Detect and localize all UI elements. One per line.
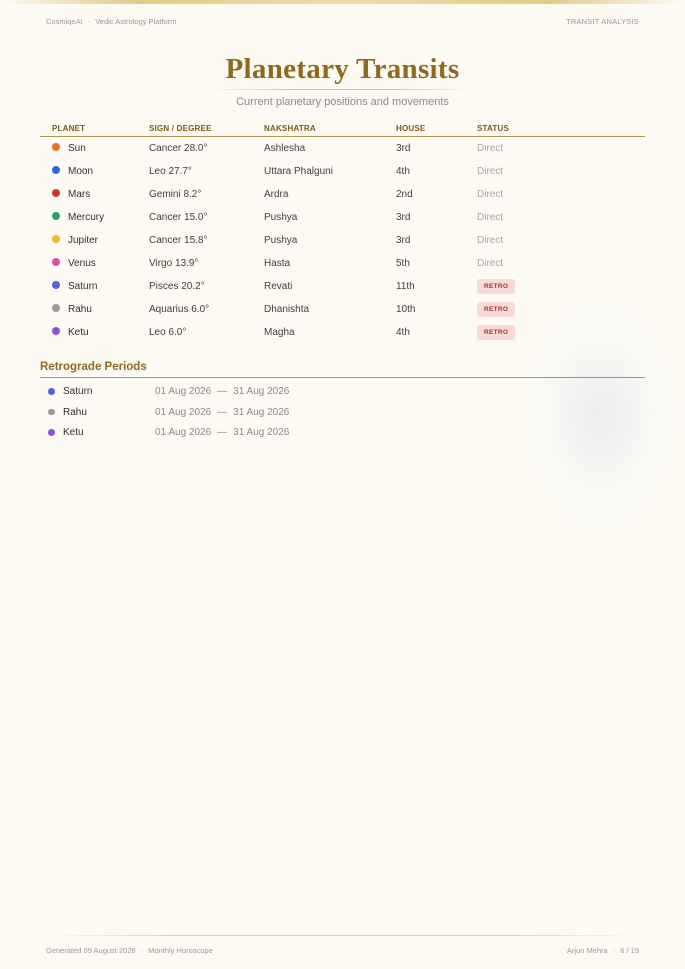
retrograde-date-range [155, 386, 289, 397]
house-cell: 5th [396, 258, 410, 269]
column-header-house: HOUSE [396, 119, 477, 137]
status-cell [477, 275, 645, 298]
retrograde-start-date: 01 Aug 2026 [155, 427, 212, 438]
planet-cell [40, 137, 149, 161]
retrograde-end-date: 31 Aug 2026 [233, 386, 290, 397]
table-row [40, 160, 645, 183]
table-row [40, 206, 645, 229]
nakshatra-cell: Magha [264, 327, 295, 338]
retrograde-planet-name: Rahu [63, 406, 87, 418]
planet-name: Jupiter [68, 235, 99, 246]
table-row [40, 321, 645, 344]
planet-color-dot-icon [52, 258, 60, 266]
planet-color-dot-icon [52, 143, 60, 151]
retrograde-item [40, 402, 645, 423]
planet-cell [40, 160, 149, 183]
planet-name: Venus [68, 258, 96, 269]
planet-name: Mercury [68, 212, 105, 223]
status-cell [477, 252, 645, 275]
house-cell: 4th [396, 166, 410, 177]
retrograde-section-rule [40, 377, 645, 378]
house-cell: 3rd [396, 143, 411, 154]
report-type: Monthly Horoscope [148, 946, 213, 955]
retrograde-end-date: 31 Aug 2026 [233, 406, 290, 418]
retro-badge: RETRO [477, 325, 515, 340]
client-name: Arjun Mehra [566, 946, 608, 955]
status-direct-text: Direct [477, 189, 504, 200]
planet-name: Saturn [68, 281, 98, 292]
nakshatra-cell: Pushya [264, 212, 298, 223]
platform-name: Vedic Astrology Platform [95, 17, 177, 26]
footer-separator-2: · [612, 946, 616, 955]
retrograde-end-date: 31 Aug 2026 [233, 427, 290, 438]
retrograde-planet-name: Saturn [63, 386, 93, 397]
title-underline [212, 89, 473, 90]
nakshatra-cell: Uttara Phalguni [264, 166, 333, 177]
nakshatra-cell: Hasta [264, 258, 291, 269]
footer-left [46, 946, 213, 955]
generated-date: Generated 09 August 2026 [46, 946, 136, 955]
planet-name: Moon [68, 166, 94, 177]
house-cell: 3rd [396, 212, 411, 223]
date-range-dash: — [217, 406, 228, 418]
planet-cell [40, 298, 149, 321]
planet-cell [40, 252, 149, 275]
top-accent-bar [0, 0, 685, 4]
status-direct-text: Direct [477, 235, 504, 246]
nakshatra-cell: Ashlesha [264, 143, 306, 154]
page-number: 6 / 19 [620, 946, 639, 955]
retrograde-section-title: Retrograde Periods [40, 361, 147, 373]
status-cell [477, 206, 645, 229]
status-direct-text: Direct [477, 166, 504, 177]
nakshatra-cell: Ardra [264, 189, 289, 200]
nakshatra-cell: Pushya [264, 235, 298, 246]
planet-cell [40, 321, 149, 344]
planet-color-dot-icon [52, 304, 60, 312]
nakshatra-cell: Revati [264, 281, 293, 292]
planet-cell [40, 275, 149, 298]
status-direct-text: Direct [477, 143, 504, 154]
sign-degree-cell: Aquarius 6.0° [149, 304, 210, 315]
house-cell: 11th [396, 281, 415, 292]
table-row [40, 137, 645, 161]
planet-color-dot-icon [52, 166, 60, 174]
status-cell [477, 321, 645, 344]
date-range-dash: — [217, 427, 228, 438]
retrograde-date-range [155, 427, 289, 438]
sign-degree-cell: Virgo 13.9° [149, 258, 199, 269]
house-cell: 4th [396, 327, 410, 338]
nakshatra-cell: Dhanishta [264, 304, 310, 315]
footer-separator: · [140, 946, 144, 955]
footer-rule [46, 935, 639, 936]
planet-color-dot-icon [52, 189, 60, 197]
retrograde-list [40, 381, 645, 443]
sign-degree-cell: Gemini 8.2° [149, 189, 202, 200]
planet-cell [40, 183, 149, 206]
retrograde-start-date: 01 Aug 2026 [155, 406, 212, 418]
status-cell [477, 183, 645, 206]
table-row [40, 275, 645, 298]
house-cell: 2nd [396, 189, 413, 200]
retro-badge: RETRO [477, 302, 515, 317]
page-footer [46, 946, 639, 958]
header-brand-line [46, 17, 176, 26]
sign-degree-cell: Cancer 15.8° [149, 235, 208, 246]
retrograde-planet-name: Ketu [63, 427, 84, 438]
table-body [40, 137, 645, 345]
planet-name: Mars [68, 189, 91, 200]
planet-name: Sun [68, 143, 86, 154]
section-label: TRANSIT ANALYSIS [566, 17, 639, 26]
sign-degree-cell: Pisces 20.2° [149, 281, 205, 292]
table-row [40, 229, 645, 252]
planet-color-dot-icon [52, 281, 60, 289]
table-row [40, 252, 645, 275]
house-cell: 3rd [396, 235, 411, 246]
status-cell [477, 298, 645, 321]
house-cell: 10th [396, 304, 416, 315]
column-header-sign: SIGN / DEGREE [149, 119, 264, 137]
planet-color-dot-icon [52, 212, 60, 220]
planet-name: Rahu [68, 304, 92, 315]
retrograde-start-date: 01 Aug 2026 [155, 386, 212, 397]
page-header [46, 17, 639, 29]
sign-degree-cell: Leo 27.7° [149, 166, 192, 177]
page-subtitle: Current planetary positions and movements [236, 96, 449, 108]
planet-color-dot-icon [52, 235, 60, 243]
planet-color-dot-icon [48, 429, 55, 436]
sign-degree-cell: Cancer 28.0° [149, 143, 208, 154]
column-header-status: STATUS [477, 119, 645, 137]
page-title: Planetary Transits [225, 53, 460, 85]
status-cell [477, 160, 645, 183]
column-header-planet: PLANET [40, 119, 149, 137]
status-direct-text: Direct [477, 212, 504, 223]
planet-name: Ketu [68, 327, 89, 338]
transits-table [40, 119, 645, 344]
planet-color-dot-icon [48, 388, 55, 395]
table-row [40, 183, 645, 206]
retro-badge: RETRO [477, 279, 515, 294]
status-direct-text: Direct [477, 258, 504, 269]
footer-right [567, 946, 639, 955]
sign-degree-cell: Leo 6.0° [149, 327, 187, 338]
sign-degree-cell: Cancer 15.0° [149, 212, 208, 223]
planet-cell [40, 229, 149, 252]
table-row [40, 298, 645, 321]
planet-color-dot-icon [52, 327, 60, 335]
status-cell [477, 229, 645, 252]
date-range-dash: — [217, 386, 228, 397]
retrograde-date-range [155, 407, 289, 418]
status-cell [477, 137, 645, 161]
retrograde-item [40, 381, 645, 402]
planet-color-dot-icon [48, 409, 55, 416]
column-header-nakshatra: NAKSHATRA [264, 119, 396, 137]
planet-cell [40, 206, 149, 229]
table-header-row [40, 119, 645, 137]
header-separator: · [87, 17, 91, 26]
retrograde-item [40, 422, 645, 443]
brand-name: CosmiqeAI [46, 17, 83, 26]
